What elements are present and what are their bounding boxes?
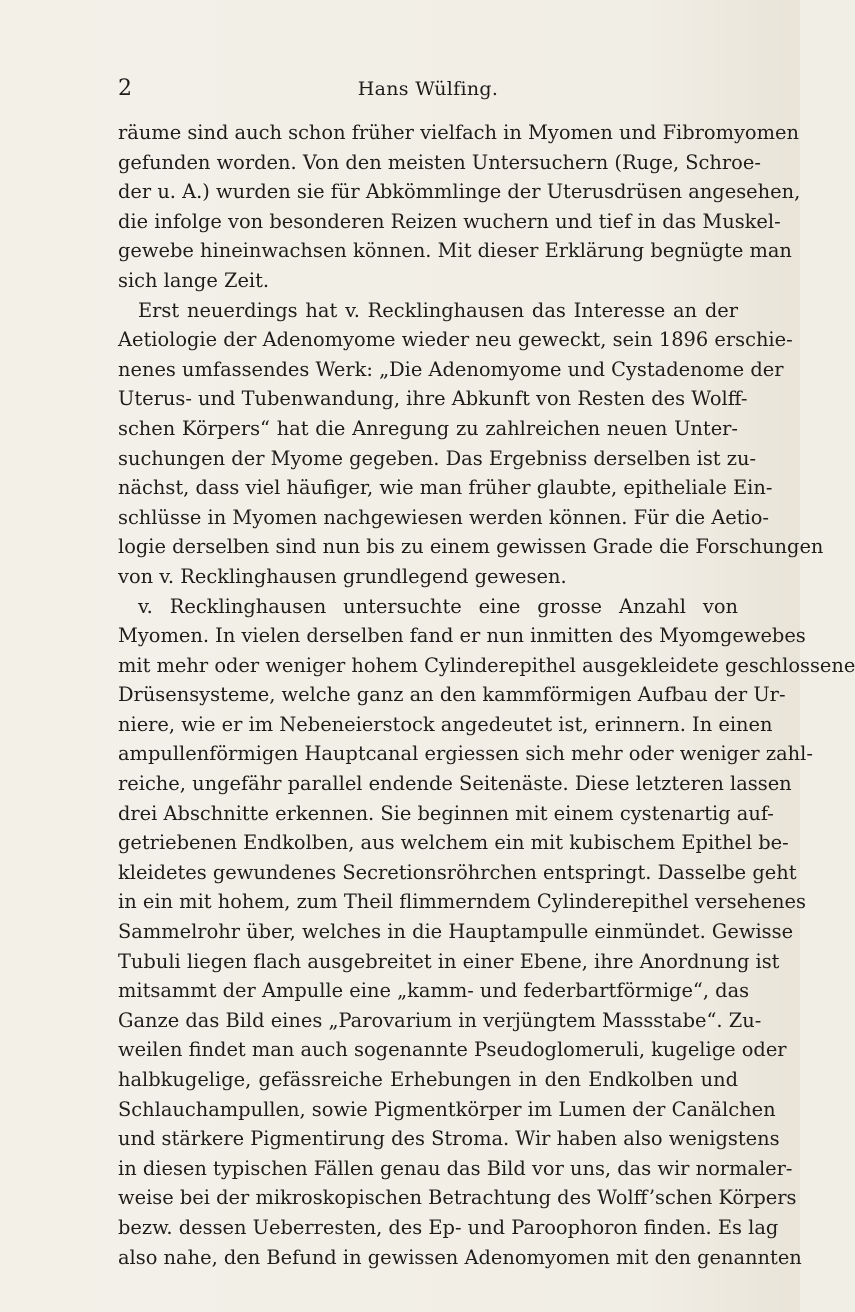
text-line: nächst, dass viel häufiger, wie man früher glaubte, epitheliale Ein- xyxy=(118,476,773,500)
page-header xyxy=(118,76,738,106)
text-line: halbkugelige, gefässreiche Erhebungen in den Endkolben und xyxy=(118,1068,738,1091)
text-line: sich lange Zeit. xyxy=(118,268,270,292)
text-line: mitsammt der Ampulle eine „kamm- und federbartförmige“, das xyxy=(118,979,750,1003)
text-line: räume sind auch schon früher vielfach in Myomen und Fibromyomen xyxy=(118,121,799,144)
text-line: suchungen der Myome gegeben. Das Ergebniss derselben ist zu- xyxy=(118,446,757,470)
text-line: Sammelrohr über, welches in die Hauptampulle einmündet. Gewisse xyxy=(118,920,794,944)
text-line: gewebe hineinwachsen können. Mit dieser Erklärung begnügte man xyxy=(118,239,792,263)
text-line: der u. A.) wurden sie für Abkömmlinge der Uterusdrüsen angesehen, xyxy=(118,180,801,204)
text-line: mit mehr oder weniger hohem Cylinderepithel ausgekleidete geschlossene xyxy=(118,653,855,677)
text-line: und stärkere Pigmentirung des Stroma. Wir haben also wenigstens xyxy=(118,1127,780,1151)
text-line: kleidetes gewundenes Secretionsröhrchen entspringt. Dasselbe geht xyxy=(118,860,797,884)
text-line: niere, wie er im Nebeneierstock angedeutet ist, erinnern. In einen xyxy=(118,712,773,736)
text-line: Erst neuerdings hat v. Recklinghausen das Interesse an der xyxy=(138,298,738,322)
text-line: bezw. dessen Ueberresten, des Ep- und Paroophoron finden. Es lag xyxy=(118,1215,779,1239)
text-line: Tubuli liegen flach ausgebreitet in einer Ebene, ihre Anordnung ist xyxy=(118,949,780,973)
text-line: also nahe, den Befund in gewissen Adenomyomen mit den genannten xyxy=(118,1245,802,1269)
body-text xyxy=(118,118,855,1272)
text-line: Uterus- und Tubenwandung, ihre Abkunft von Resten des Wolff- xyxy=(118,387,748,411)
text-line: getriebenen Endkolben, aus welchem ein mit kubischem Epithel be- xyxy=(118,831,789,855)
text-line: Drüsensysteme, welche ganz an den kammförmigen Aufbau der Ur- xyxy=(118,683,786,707)
text-line: weise bei der mikroskopischen Betrachtung des Wolff’schen Körpers xyxy=(118,1186,797,1210)
text-line: weilen findet man auch sogenannte Pseudoglomeruli, kugelige oder xyxy=(118,1038,787,1062)
text-line: in ein mit hohem, zum Theil flimmerndem Cylinderepithel versehenes xyxy=(118,890,806,914)
text-line: ampullenförmigen Hauptcanal ergiessen sich mehr oder weniger zahl- xyxy=(118,742,813,766)
text-line: Schlauchampullen, sowie Pigmentkörper im Lumen der Canälchen xyxy=(118,1097,776,1121)
text-line: nenes umfassendes Werk: „Die Adenomyome und Cystadenome der xyxy=(118,357,784,381)
page-number: 2 xyxy=(118,76,132,101)
text-line: schlüsse in Myomen nachgewiesen werden können. Für die Aetio- xyxy=(118,505,769,529)
text-line: reiche, ungefähr parallel endende Seitenäste. Diese letzteren lassen xyxy=(118,772,792,796)
text-line: in diesen typischen Fällen genau das Bild vor uns, das wir normaler- xyxy=(118,1156,793,1180)
text-line: die infolge von besonderen Reizen wuchern und tief in das Muskel- xyxy=(118,209,781,233)
text-line: von v. Recklinghausen grundlegend gewesen. xyxy=(118,564,567,588)
text-line: gefunden worden. Von den meisten Untersuchern (Ruge, Schroe- xyxy=(118,150,761,174)
text-line: v. Recklinghausen untersuchte eine grosse Anzahl von xyxy=(138,594,738,618)
text-line: drei Abschnitte erkennen. Sie beginnen mit einem cystenartig auf- xyxy=(118,801,774,825)
text-line: Ganze das Bild eines „Parovarium in verjüngtem Massstabe“. Zu- xyxy=(118,1008,762,1032)
text-line: Aetiologie der Adenomyome wieder neu geweckt, sein 1896 erschie- xyxy=(118,328,793,352)
text-line: logie derselben sind nun bis zu einem gewissen Grade die Forschungen xyxy=(118,535,824,559)
running-title: Hans Wülfing. xyxy=(357,78,499,100)
text-line: Myomen. In vielen derselben fand er nun inmitten des Myomgewebes xyxy=(118,624,806,648)
text-line: schen Körpers“ hat die Anregung zu zahlreichen neuen Unter- xyxy=(118,416,738,440)
